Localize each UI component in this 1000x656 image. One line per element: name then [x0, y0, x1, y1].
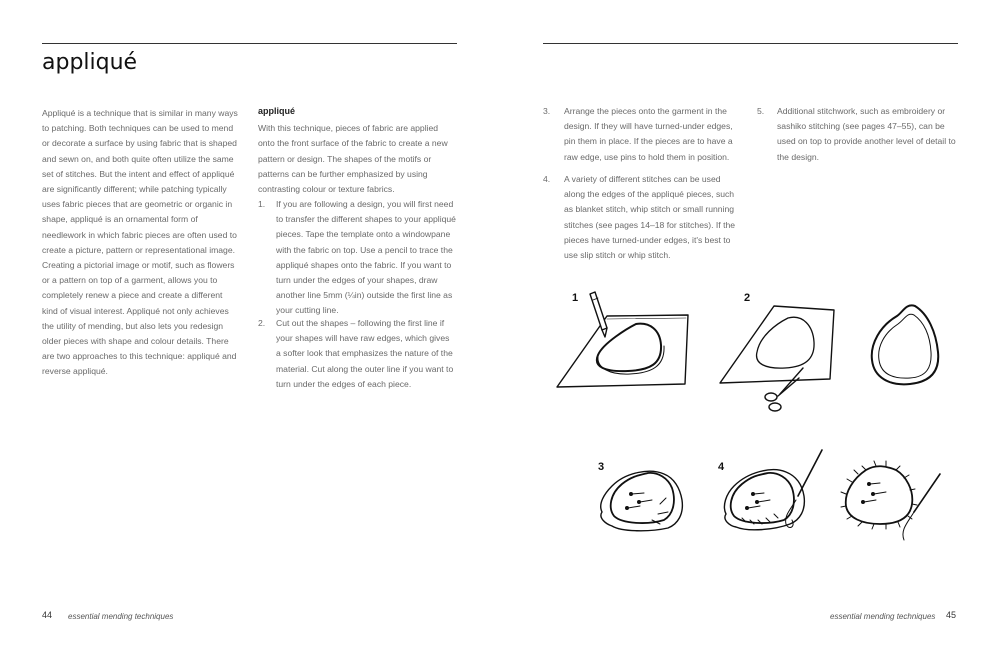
step-text: Cut out the shapes – following the first line if your shapes will have raw edges, which gives a softer look that emphasizes the nature of the material. Cut along the outer line if you want to turn under the edges of each piece.	[276, 318, 454, 389]
step-number: 5.	[757, 106, 765, 116]
step-number: 4.	[543, 174, 551, 184]
illustration-label: 1	[572, 292, 579, 304]
step-number: 1.	[258, 199, 266, 209]
illustration-label: 4	[718, 461, 725, 473]
step-text: A variety of different stitches can be used along the edges of the appliqué pieces, such as blanket stitch, whip stitch or small running stitches (see pages 14–18 for stitches). If the pieces have turned-under edges, it's best to use slip stitch or whip stitch.	[564, 174, 736, 261]
running-title-left: essential mending techniques	[68, 612, 174, 621]
illustration-step-2	[720, 292, 938, 411]
page-title: appliqué	[42, 50, 138, 75]
section-subheading: appliqué	[258, 106, 296, 116]
step-text: If you are following a design, you will first need to transfer the different shapes to your appliqué pieces. Tape the template onto a windowpane with the fabric on top. Use a pencil to trace the appliqué shapes onto the fabric. If you want to turn under the edges of your shapes, draw another line 5mm (¼in) outside the first line as your cutting line.	[276, 199, 456, 316]
fabric-swatch	[557, 315, 688, 387]
garment-fabric	[601, 471, 683, 530]
illustration-step-4	[718, 450, 822, 530]
needle-icon	[786, 450, 822, 527]
section-intro-text: With this technique, pieces of fabric are applied onto the front surface of the fabric to create a new pattern or design. The shapes of the motifs or patterns can be further emphasized by using contrasting colour or texture fabrics.	[258, 123, 448, 195]
pin-icon	[862, 483, 887, 504]
illustration-step-3	[598, 461, 682, 531]
finished-piece	[846, 466, 913, 524]
illustration-label: 3	[598, 461, 605, 473]
illustration-label: 2	[744, 292, 751, 304]
page-number-left: 44	[42, 610, 53, 620]
pin-icon	[626, 493, 653, 510]
scissors-icon	[765, 368, 803, 411]
cutout-outline	[757, 317, 815, 368]
fabric-with-cutout	[720, 306, 834, 383]
illustration-step-1	[557, 292, 688, 387]
intro-text: Appliqué is a technique that is similar in many ways to patching. Both techniques can be used to mend or decorate a surface by using fabric that is shaped and sewn on, and both quite often utilize the same set of stitches. But the intent and effect of appliqué are significantly different; while patching typically uses fabric pieces that are geometric or organic in shape, appliqué is an ornamental form of needlework in which fabric pieces are often used to create a picture, pattern or representational image. Creating a pictorial image or motif, such as flowers or a pattern on top of a garment, allows you to completely renew a piece and create a different kind of visual interest. Appliqué not only achieves the utility of mending, but also lets you redesign older pieces with shape and colour details. There are two approaches to this technique: appliqué and reverse appliqué.	[42, 108, 238, 377]
step-text: Additional stitchwork, such as embroidery or sashiko stitching (see pages 47–55), can be used on top to provide another level of detail to the design.	[777, 106, 956, 162]
pinned-piece	[611, 473, 674, 523]
step-number: 3.	[543, 106, 551, 116]
running-title-right: essential mending techniques	[830, 612, 936, 621]
pencil-icon	[590, 292, 607, 337]
step-text: Arrange the pieces onto the garment in the design. If they will have turned-under edges, pin them in place. If the pieces are to have a raw edge, use pins to hold them in position.	[564, 106, 733, 162]
step-number: 2.	[258, 318, 266, 328]
illustration-finished	[841, 461, 940, 540]
page-number-right: 45	[946, 610, 957, 620]
pin-icon	[746, 493, 771, 510]
